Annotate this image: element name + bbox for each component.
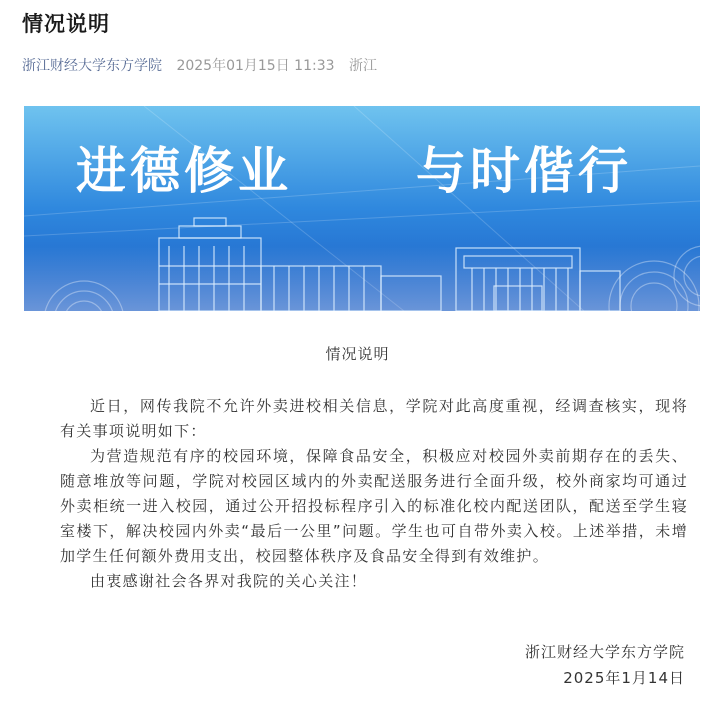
- signature-org: 浙江财经大学东方学院: [524, 643, 685, 661]
- publish-datetime: 2025年01月15日 11:33: [176, 58, 335, 74]
- document-subtitle: 情况说明: [325, 345, 390, 363]
- account-name-link[interactable]: 浙江财经大学东方学院: [22, 58, 162, 74]
- banner-image: [24, 106, 700, 311]
- paragraph: 近日，网传我院不允许外卖进校相关信息，学院对此高度重视，经调查核实，现将有关事项说明如下：: [60, 397, 688, 440]
- article-meta: [22, 55, 377, 75]
- banner-motto-left: 进德修业: [76, 141, 292, 200]
- publish-location: 浙江: [348, 58, 377, 74]
- paragraph: 为营造规范有序的校园环境，保障食品安全，积极应对校园外卖前期存在的丢失、随意堆放等问题，学院对校园区域内的外卖配送服务进行全面升级，校外商家均可通过外卖柜统一进入校园，通过公开招投标程序引入的标准化校内配送团队，配送至学生寝室楼下，解决校园内外卖“最后一公里”问题。学生也可自带外卖入校。上述举措，未增加学生任何额外费用支出，校园整体秩序及食品安全得到有效维护。: [60, 447, 688, 565]
- paragraph: 由衷感谢社会各界对我院的关心关注！: [90, 572, 368, 590]
- signature-date: 2025年1月14日: [563, 669, 685, 687]
- article-title: 情况说明: [22, 12, 110, 36]
- document-body: [60, 394, 688, 594]
- banner-motto-right: 与时偕行: [416, 141, 632, 200]
- signature-block: [525, 639, 685, 691]
